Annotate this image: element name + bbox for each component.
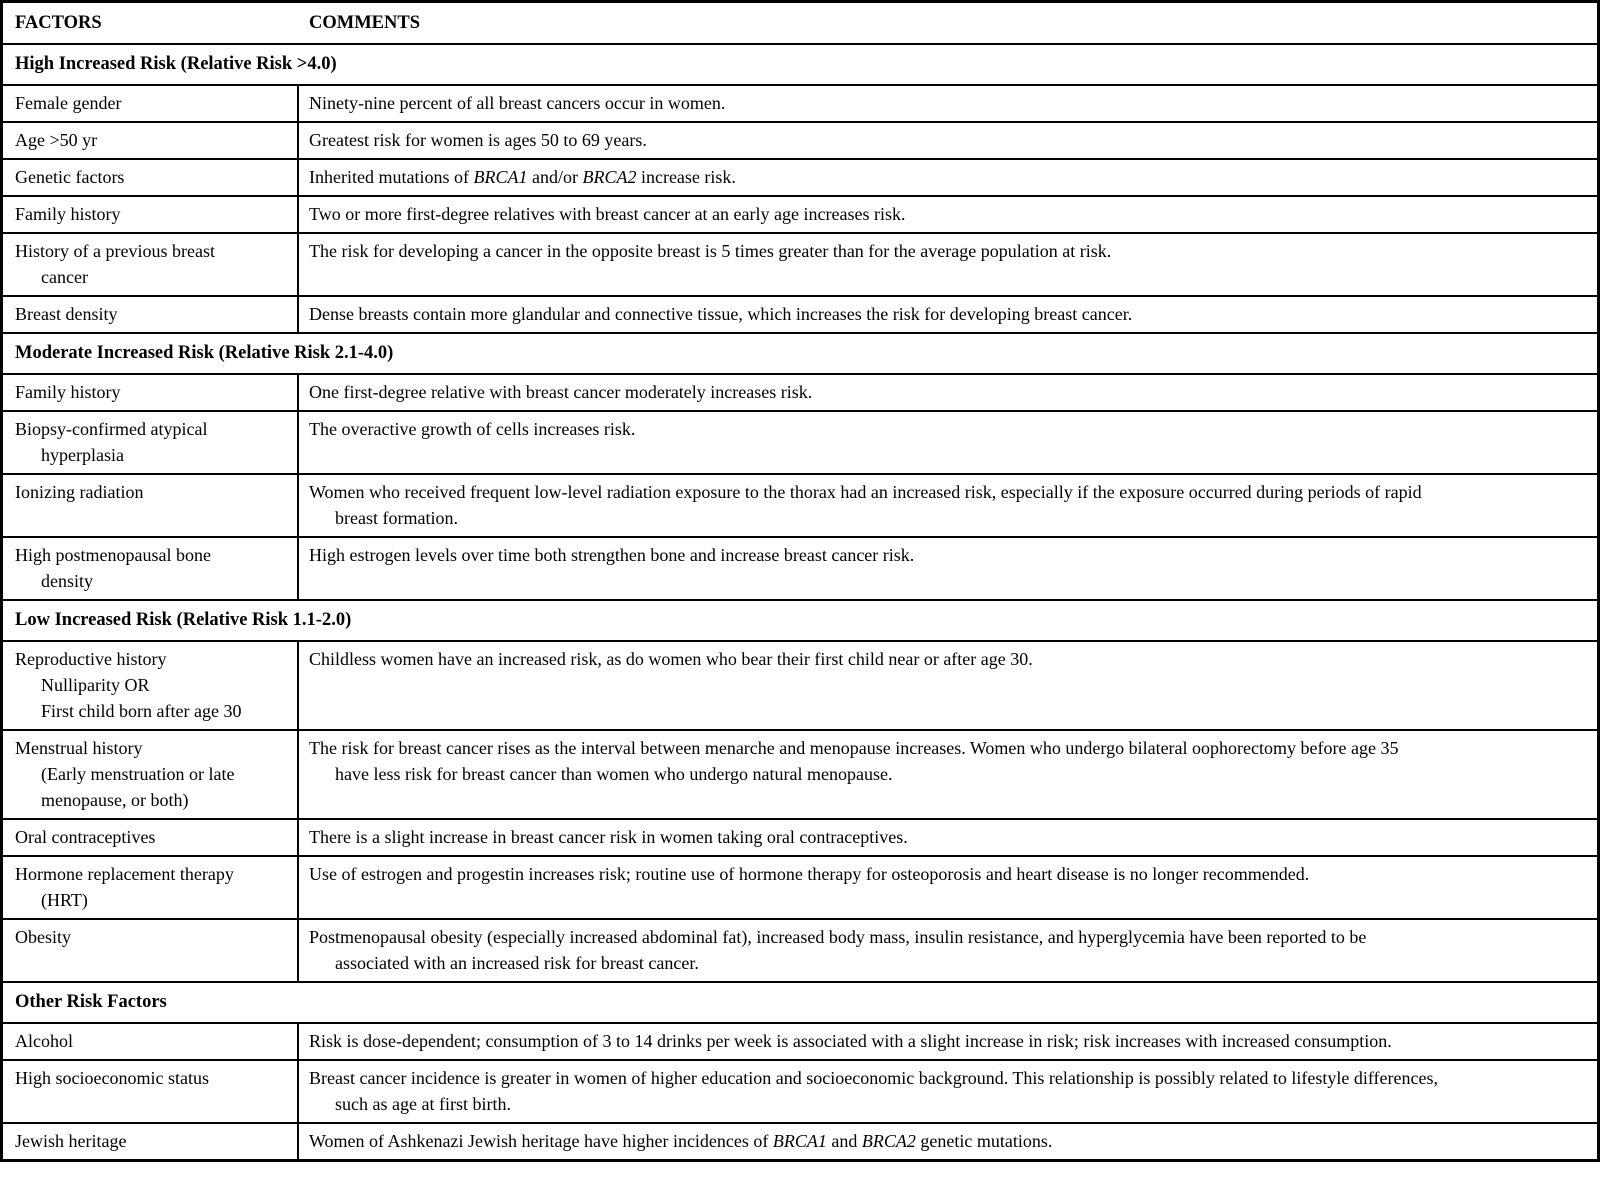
table-row xyxy=(3,234,1597,297)
comment-segment: Greatest risk for women is ages 50 to 69 years. xyxy=(309,130,647,150)
factor-cell xyxy=(3,731,299,818)
table-row xyxy=(3,920,1597,983)
table-row xyxy=(3,1124,1597,1159)
table-row xyxy=(3,297,1597,334)
factor-cell xyxy=(3,538,299,599)
comment-segment: The risk for developing a cancer in the opposite breast is 5 times greater than for the average population at risk. xyxy=(309,241,1112,261)
comment-cell xyxy=(299,197,1597,232)
factor-text: Age >50 yr xyxy=(15,130,98,150)
section-title: Moderate Increased Risk (Relative Risk 2.1-4.0) xyxy=(15,343,394,363)
comments-column-header: COMMENTS xyxy=(309,13,420,33)
factor-text: Jewish heritage xyxy=(15,1131,127,1151)
factor-cell xyxy=(3,297,299,332)
factor-cell xyxy=(3,375,299,410)
factor-text: (HRT) xyxy=(41,890,88,910)
comment-segment: High estrogen levels over time both strengthen bone and increase breast cancer risk. xyxy=(309,545,915,565)
comment-cell xyxy=(299,1124,1597,1159)
comment-cell xyxy=(299,86,1597,121)
comment-italic-text: BRCA1 xyxy=(772,1131,827,1151)
factor-text: Reproductive history xyxy=(15,649,167,669)
comment-cell xyxy=(299,731,1597,818)
comment-cell xyxy=(299,375,1597,410)
factor-text: Ionizing radiation xyxy=(15,482,144,502)
table-row xyxy=(3,642,1597,731)
comment-italic-text: BRCA1 xyxy=(473,167,528,187)
comment-text xyxy=(299,238,1587,264)
comment-cell xyxy=(299,297,1597,332)
comment-segment: and xyxy=(826,1131,862,1151)
comment-segment: One first-degree relative with breast cancer moderately increases risk. xyxy=(309,382,813,402)
comment-text xyxy=(299,379,1587,405)
comment-text xyxy=(299,824,1587,850)
comment-segment: Ninety-nine percent of all breast cancers occur in women. xyxy=(309,93,726,113)
factor-cell xyxy=(3,1061,299,1122)
table-row xyxy=(3,197,1597,234)
factor-text: Oral contraceptives xyxy=(15,827,156,847)
factor-text: Breast density xyxy=(15,304,118,324)
comment-segment: Dense breasts contain more glandular and connective tissue, which increases the risk for developing breast cancer. xyxy=(309,304,1133,324)
comment-cell xyxy=(299,123,1597,158)
comment-text xyxy=(299,542,1587,568)
column-header-row xyxy=(3,3,1597,45)
comment-text xyxy=(299,646,1587,672)
table-row xyxy=(3,123,1597,160)
factor-cell xyxy=(3,197,299,232)
factor-text: History of a previous breast xyxy=(15,241,215,261)
factor-text: Family history xyxy=(15,204,121,224)
comment-text xyxy=(299,1065,1587,1117)
factor-cell xyxy=(3,1024,299,1059)
factor-text: Alcohol xyxy=(15,1031,73,1051)
factor-text: hyperplasia xyxy=(41,445,124,465)
table-row xyxy=(3,1061,1597,1124)
comment-segment: Risk is dose-dependent; consumption of 3 to 14 drinks per week is associated with a slight increase in risk; risk increases with increased consumption. xyxy=(309,1031,1392,1051)
factor-text: Menstrual history xyxy=(15,738,143,758)
comment-cell xyxy=(299,475,1597,536)
comment-segment: The overactive growth of cells increases risk. xyxy=(309,419,636,439)
factor-cell xyxy=(3,86,299,121)
comment-cell xyxy=(299,234,1597,295)
factor-text: Female gender xyxy=(15,93,122,113)
factor-text: Family history xyxy=(15,382,121,402)
factor-text: Biopsy-confirmed atypical xyxy=(15,419,208,439)
factor-text: Genetic factors xyxy=(15,167,125,187)
factor-cell xyxy=(3,820,299,855)
comment-text xyxy=(299,479,1587,531)
comment-italic-text: BRCA2 xyxy=(582,167,637,187)
factor-cell xyxy=(3,234,299,295)
factor-text: Obesity xyxy=(15,927,71,947)
section-header-row xyxy=(3,334,1597,375)
comment-text xyxy=(299,1128,1587,1154)
section-header-row xyxy=(3,983,1597,1024)
comment-cell xyxy=(299,820,1597,855)
comment-text xyxy=(299,924,1587,976)
comment-segment: Two or more first-degree relatives with breast cancer at an early age increases risk. xyxy=(309,204,906,224)
comment-segment: associated with an increased risk for breast cancer. xyxy=(335,953,699,973)
factor-text: (Early menstruation or late xyxy=(41,764,235,784)
section-title: Low Increased Risk (Relative Risk 1.1-2.0) xyxy=(15,610,352,630)
comment-text xyxy=(299,416,1587,442)
factor-cell xyxy=(3,857,299,918)
comment-cell xyxy=(299,1024,1597,1059)
comment-segment: Breast cancer incidence is greater in women of higher education and socioeconomic background. This relationship is possibly related to lifestyle differences, xyxy=(309,1068,1438,1088)
comment-cell xyxy=(299,412,1597,473)
comment-segment: There is a slight increase in breast cancer risk in women taking oral contraceptives. xyxy=(309,827,908,847)
factor-cell xyxy=(3,1124,299,1159)
section-title: Other Risk Factors xyxy=(15,992,167,1012)
comment-segment: such as age at first birth. xyxy=(335,1094,511,1114)
comment-segment: have less risk for breast cancer than women who undergo natural menopause. xyxy=(335,764,893,784)
table-row xyxy=(3,731,1597,820)
comment-text xyxy=(299,301,1587,327)
comment-cell xyxy=(299,160,1597,195)
comment-segment: and/or xyxy=(527,167,583,187)
table-row xyxy=(3,820,1597,857)
factor-text: Hormone replacement therapy xyxy=(15,864,234,884)
comment-cell xyxy=(299,642,1597,729)
comment-cell xyxy=(299,538,1597,599)
factor-cell xyxy=(3,160,299,195)
factor-text: density xyxy=(41,571,93,591)
table-row xyxy=(3,412,1597,475)
factor-text: High socioeconomic status xyxy=(15,1068,209,1088)
comment-text xyxy=(299,861,1587,887)
factors-column-header: FACTORS xyxy=(15,13,102,33)
comment-segment: Women of Ashkenazi Jewish heritage have higher incidences of xyxy=(309,1131,773,1151)
factor-text: First child born after age 30 xyxy=(41,701,242,721)
comment-text xyxy=(299,127,1587,153)
comment-segment: increase risk. xyxy=(636,167,736,187)
factor-cell xyxy=(3,920,299,981)
comment-segment: Postmenopausal obesity (especially increased abdominal fat), increased body mass, insulin resistance, and hyperglycemia have been reported to be xyxy=(309,927,1367,947)
table-row xyxy=(3,86,1597,123)
comment-text xyxy=(299,164,1587,190)
factor-text: cancer xyxy=(41,267,88,287)
factor-text: Nulliparity OR xyxy=(41,675,150,695)
factor-text: High postmenopausal bone xyxy=(15,545,211,565)
comment-cell xyxy=(299,857,1597,918)
comment-segment: Childless women have an increased risk, as do women who bear their first child near or after age 30. xyxy=(309,649,1033,669)
comment-text xyxy=(299,735,1587,787)
comment-text xyxy=(299,1028,1587,1054)
comment-cell xyxy=(299,1061,1597,1122)
table-row xyxy=(3,857,1597,920)
comment-segment: The risk for breast cancer rises as the interval between menarche and menopause increases. Women who undergo bilateral oophorectomy before age 35 xyxy=(309,738,1399,758)
comment-text xyxy=(299,201,1587,227)
factor-text: menopause, or both) xyxy=(41,790,189,810)
section-header-row xyxy=(3,601,1597,642)
factor-cell xyxy=(3,123,299,158)
table-row xyxy=(3,1024,1597,1061)
comment-segment: genetic mutations. xyxy=(915,1131,1053,1151)
factor-cell xyxy=(3,642,299,729)
comment-segment: breast formation. xyxy=(335,508,458,528)
section-title: High Increased Risk (Relative Risk >4.0) xyxy=(15,54,337,74)
comment-segment: Inherited mutations of xyxy=(309,167,474,187)
risk-table-body xyxy=(3,45,1597,1159)
comment-segment: Women who received frequent low-level radiation exposure to the thorax had an increased risk, especially if the exposure occurred during periods of rapid xyxy=(309,482,1422,502)
comment-text xyxy=(299,90,1587,116)
section-header-row xyxy=(3,45,1597,86)
comment-italic-text: BRCA2 xyxy=(861,1131,916,1151)
table-row xyxy=(3,160,1597,197)
comment-cell xyxy=(299,920,1597,981)
comment-segment: Use of estrogen and progestin increases risk; routine use of hormone therapy for osteoporosis and heart disease is no longer recommended. xyxy=(309,864,1310,884)
table-row xyxy=(3,475,1597,538)
table-row xyxy=(3,538,1597,601)
factor-cell xyxy=(3,475,299,536)
table-row xyxy=(3,375,1597,412)
factor-cell xyxy=(3,412,299,473)
